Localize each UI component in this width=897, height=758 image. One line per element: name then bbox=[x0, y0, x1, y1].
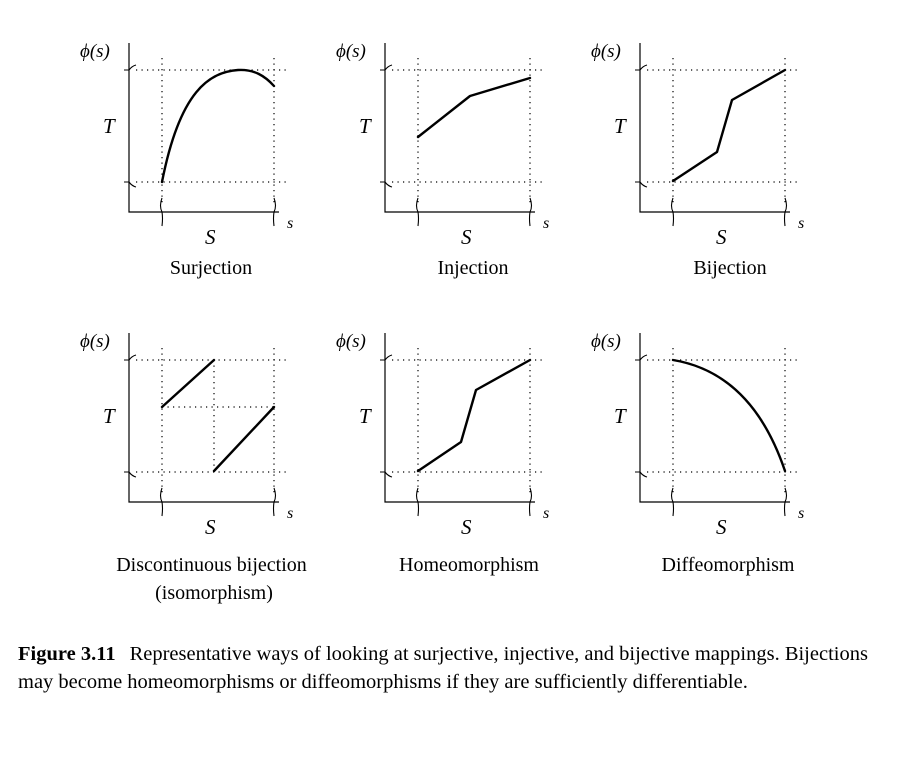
s-domain-label: S bbox=[716, 225, 727, 249]
t-upper-bracket bbox=[635, 65, 647, 70]
s-domain-label: S bbox=[716, 515, 727, 539]
t-label: T bbox=[614, 404, 626, 428]
panel-title-line: Discontinuous bijection bbox=[116, 554, 307, 576]
mapping-segment-upper bbox=[162, 360, 214, 407]
panel-title-line: Bijection bbox=[693, 257, 767, 279]
t-upper-bracket bbox=[635, 355, 647, 360]
phi-axis-label: ϕ(s) bbox=[591, 331, 621, 352]
t-upper-bracket bbox=[380, 65, 392, 70]
t-upper-bracket bbox=[124, 355, 136, 360]
panel-title bbox=[170, 257, 252, 279]
t-lower-bracket bbox=[124, 182, 136, 187]
phi-axis-label: ϕ(s) bbox=[80, 41, 110, 62]
mapping-segment-lower bbox=[214, 407, 274, 471]
panel-injection bbox=[336, 41, 549, 279]
t-lower-bracket bbox=[380, 472, 392, 477]
t-upper-bracket bbox=[124, 65, 136, 70]
s-domain-label: S bbox=[461, 225, 472, 249]
t-label: T bbox=[614, 114, 626, 138]
panel-surjection bbox=[80, 41, 293, 279]
phi-axis-label: ϕ(s) bbox=[336, 331, 366, 352]
phi-axis-label: ϕ(s) bbox=[336, 41, 366, 62]
panel-title bbox=[399, 554, 539, 576]
panel-diffeomorphism bbox=[591, 331, 804, 576]
panel-discontinuous-bijection bbox=[80, 331, 312, 604]
y-axis bbox=[640, 43, 790, 212]
phi-axis-label: ϕ(s) bbox=[591, 41, 621, 62]
y-axis bbox=[385, 333, 535, 502]
t-label: T bbox=[359, 404, 371, 428]
t-label: T bbox=[103, 114, 115, 138]
mapping-curve bbox=[418, 78, 530, 137]
s-domain-label: S bbox=[461, 515, 472, 539]
caption-text: Representative ways of looking at surjective, injective, and bijective mappings. Bijections may become homeomorphisms or diffeomorphisms if they are sufficiently differentiable. bbox=[18, 643, 868, 693]
panel-title bbox=[116, 554, 312, 604]
s-domain-label: S bbox=[205, 515, 216, 539]
t-label: T bbox=[359, 114, 371, 138]
s-axis-label: s bbox=[543, 215, 550, 232]
y-axis bbox=[129, 43, 279, 212]
panel-bijection bbox=[591, 41, 804, 279]
t-label: T bbox=[103, 404, 115, 428]
t-upper-bracket bbox=[380, 355, 392, 360]
panel-title-line: Surjection bbox=[169, 257, 253, 279]
t-lower-bracket bbox=[635, 182, 647, 187]
caption-label: Figure 3.11 bbox=[18, 643, 116, 665]
mapping-curve bbox=[162, 70, 274, 182]
panel-title bbox=[662, 554, 795, 576]
phi-axis-label: ϕ(s) bbox=[80, 331, 110, 352]
t-lower-bracket bbox=[380, 182, 392, 187]
y-axis bbox=[385, 43, 535, 212]
s-axis-label: s bbox=[798, 505, 805, 522]
t-lower-bracket bbox=[124, 472, 136, 477]
panel-title-line: Diffeomorphism bbox=[661, 554, 795, 576]
panel-title bbox=[693, 257, 766, 279]
s-axis-label: s bbox=[287, 505, 294, 522]
panel-homeomorphism bbox=[336, 331, 549, 576]
s-axis-label: s bbox=[543, 505, 550, 522]
t-lower-bracket bbox=[635, 472, 647, 477]
panel-title bbox=[437, 257, 508, 279]
panel-title-line: Injection bbox=[437, 257, 509, 279]
mapping-curve bbox=[418, 360, 530, 471]
panel-title-line: Homeomorphism bbox=[399, 554, 539, 576]
s-axis-label: s bbox=[287, 215, 294, 232]
figure-caption bbox=[18, 640, 880, 696]
mapping-curve bbox=[673, 360, 785, 471]
y-axis bbox=[129, 333, 279, 502]
mapping-curve bbox=[673, 70, 785, 181]
s-domain-label: S bbox=[205, 225, 216, 249]
s-axis-label: s bbox=[798, 215, 805, 232]
y-axis bbox=[640, 333, 790, 502]
panel-title-line: (isomorphism) bbox=[155, 582, 273, 604]
